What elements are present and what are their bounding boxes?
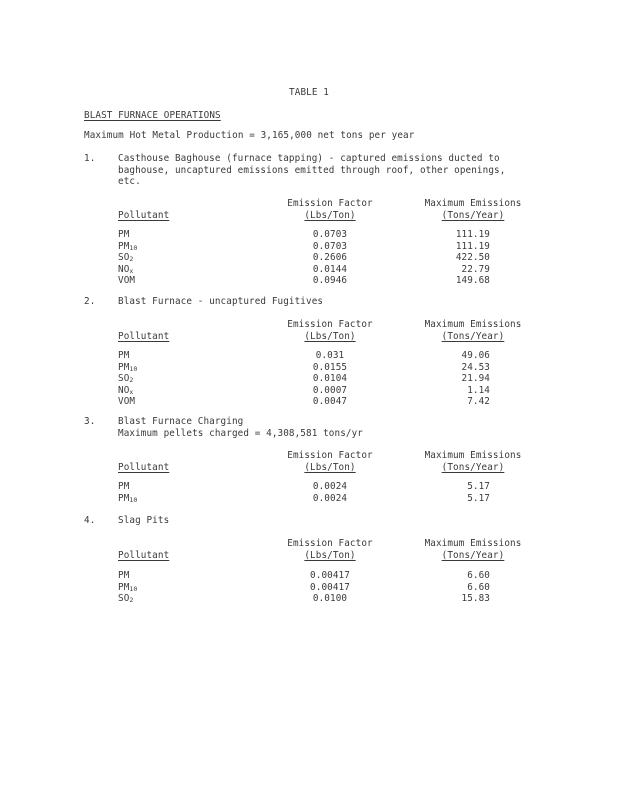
section-number: 1. [84,153,96,164]
max-emissions-unit [406,331,540,342]
pollutant-cell [118,350,129,361]
pollutant-name: PM [118,481,130,492]
max-emissions-value: 15.83 [461,593,490,604]
max-emissions-value: 6.60 [467,570,490,581]
pollutant-name: NO [118,263,130,275]
pollutant-name: PM [118,361,130,373]
max-emissions-unit [406,462,540,473]
emission-factor-unit [268,210,392,221]
section-description: etc. [118,176,141,187]
emission-factor-value: 0.00417 [310,570,350,581]
section-description: Blast Furnace - uncaptured Fugitives [118,296,324,307]
max-emissions-value: 49.06 [461,350,490,361]
emission-factor-value: 0.00417 [310,581,350,593]
emission-factor-value: 0.0155 [312,361,348,373]
pollutant-name: SO [118,252,130,263]
pollutant-name: PM [118,240,130,252]
max-emissions-value: 21.94 [461,373,490,384]
emission-factor-unit [268,462,392,473]
me-unit-text: (Tons/Year) [441,330,505,342]
emission-factor-value: 0.0024 [312,481,348,492]
emission-factor-value: 0.2606 [312,252,348,263]
pollutant-name: VOM [118,396,136,407]
emission-factor-header: Emission Factor [287,450,373,461]
section-description: Blast Furnace Charging [118,416,244,427]
me-unit-text: (Tons/Year) [441,209,505,221]
pollutant-subscript: 10 [129,364,138,373]
max-emissions-header: Maximum Emissions [424,198,522,209]
section-description: Slag Pits [118,515,170,526]
section-heading: BLAST FURNACE OPERATIONS [84,110,221,121]
emission-factor-unit [268,550,392,561]
emission-factor-unit [268,331,392,342]
section-description: Maximum pellets charged = 4,308,581 tons/yr [118,427,363,439]
ef-unit-text: (Lbs/Ton) [304,330,356,342]
pollutant-subscript: x [129,266,134,275]
max-emissions-header: Maximum Emissions [424,319,522,330]
table-title: TABLE 1 [289,87,329,98]
max-emissions-value: 1.14 [467,384,490,396]
emission-factor-value: 0.031 [315,350,345,361]
emission-factor-value: 0.0047 [312,396,348,407]
ef-unit-text: (Lbs/Ton) [304,461,356,473]
section-number: 4. [84,515,96,526]
pollutant-name: PM [118,581,130,593]
ef-unit-text: (Lbs/Ton) [304,549,356,561]
pollutant-name: PM [118,350,130,361]
emission-factor-header: Emission Factor [287,319,373,330]
pollutant-subscript: 2 [129,255,134,263]
pollutant-cell [118,396,135,407]
max-emissions-value: 149.68 [455,275,490,286]
pollutant-subscript: 10 [129,243,138,252]
max-emissions-unit [406,210,540,221]
emission-factor-header: Emission Factor [287,198,373,209]
max-emissions-value: 5.17 [467,492,490,504]
pollutant-header: Pollutant [118,549,170,561]
pollutant-subscript: 2 [129,596,134,604]
pollutant-subscript: x [129,387,134,396]
pollutant-name: PM [118,492,130,504]
pollutant-name: SO [118,593,130,604]
pollutant-cell [118,275,135,286]
ef-unit-text: (Lbs/Ton) [304,209,356,221]
max-emissions-unit [406,550,540,561]
pollutant-name: NO [118,384,130,396]
pollutant-header: Pollutant [118,461,170,473]
me-unit-text: (Tons/Year) [441,549,505,561]
pollutant-subscript: 10 [129,584,138,593]
max-emissions-value: 6.60 [467,581,490,593]
emission-factor-value: 0.0007 [312,384,348,396]
emission-factor-value: 0.0100 [312,593,348,604]
pollutant-name: PM [118,229,130,240]
emission-factor-value: 0.0104 [312,373,348,384]
pollutant-cell [118,493,137,506]
max-emissions-value: 22.79 [461,263,490,275]
max-emissions-value: 24.53 [461,361,490,373]
section-number: 3. [84,416,96,427]
pollutant-name: PM [118,570,130,581]
pollutant-subscript: 10 [129,495,138,504]
section-description: Casthouse Baghouse (furnace tapping) - captured emissions ducted to [118,153,500,164]
max-emissions-value: 111.19 [455,229,490,240]
emission-factor-value: 0.0703 [312,240,348,252]
emission-factor-value: 0.0946 [312,275,348,286]
pollutant-name: SO [118,373,130,384]
emission-factor-value: 0.0144 [312,263,348,275]
production-line: Maximum Hot Metal Production = 3,165,000 net tons per year [84,130,415,141]
pollutant-header: Pollutant [118,209,170,221]
pollutant-cell [118,593,133,606]
pollutant-cell [118,481,129,492]
max-emissions-header: Maximum Emissions [424,538,522,549]
max-emissions-header: Maximum Emissions [424,450,522,461]
emission-factor-value: 0.0703 [312,229,348,240]
max-emissions-value: 111.19 [455,240,490,252]
emission-factor-value: 0.0024 [312,492,348,504]
pollutant-name: VOM [118,275,136,286]
section-description: baghouse, uncaptured emissions emitted through roof, other openings, [118,164,506,176]
max-emissions-value: 422.50 [455,252,490,263]
max-emissions-value: 5.17 [467,481,490,492]
me-unit-text: (Tons/Year) [441,461,505,473]
pollutant-cell [118,229,129,240]
section-number: 2. [84,296,96,307]
emission-factor-header: Emission Factor [287,538,373,549]
pollutant-header: Pollutant [118,330,170,342]
pollutant-cell [118,570,129,581]
pollutant-subscript: 2 [129,376,134,384]
max-emissions-value: 7.42 [467,396,490,407]
